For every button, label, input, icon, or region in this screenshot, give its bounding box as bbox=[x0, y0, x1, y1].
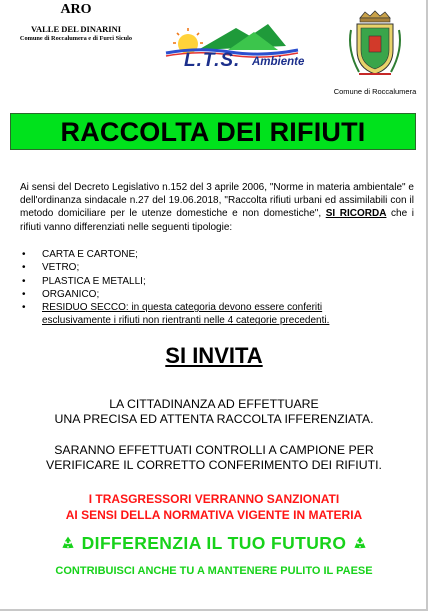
lts-logo-text: L.T.S. bbox=[184, 50, 241, 71]
list-item: • CARTA E CARTONE; bbox=[20, 248, 410, 261]
title-banner bbox=[10, 113, 416, 150]
lts-ambiente-logo bbox=[158, 20, 308, 75]
slogan bbox=[0, 533, 428, 554]
footer-line: CONTRIBUISCI ANCHE TU A MANTENERE PULITO IL PAESE bbox=[55, 565, 373, 577]
intro-text-after: che i rifiuti vanno differenziati nelle seguenti tipologie: bbox=[20, 208, 414, 233]
intro-paragraph bbox=[20, 181, 414, 234]
page-title: RACCOLTA DEI RIFIUTI bbox=[60, 117, 366, 147]
controls-line2: VERIFICARE IL CORRETTO CONFERIMENTO DEI RIFIUTI. bbox=[46, 458, 382, 472]
recycle-icon bbox=[60, 535, 76, 551]
aro-title: ARO bbox=[60, 2, 92, 17]
list-item: • PLASTICA E METALLI; bbox=[20, 275, 410, 288]
controls-line1: SARANNO EFFETTUATI CONTROLLI A CAMPIONE PER bbox=[54, 443, 374, 457]
intro-emphasis: SI RICORDA bbox=[325, 208, 387, 220]
comune-crest bbox=[325, 10, 425, 96]
invite-paragraph bbox=[0, 397, 428, 427]
list-item-residuo bbox=[20, 301, 410, 314]
list-item: • VETRO; bbox=[20, 261, 410, 274]
warning-line1: I TRASGRESSORI VERRANNO SANZIONATI bbox=[88, 492, 340, 506]
list-item: • ORGANICO; bbox=[20, 288, 410, 301]
lts-logo-subtext: Ambiente bbox=[252, 56, 305, 68]
aro-subtitle: VALLE DEL DINARINI bbox=[30, 24, 122, 34]
coat-of-arms-icon bbox=[345, 10, 405, 80]
residuo-line1: RESIDUO SECCO: in questa categoria devono essere conferiti bbox=[42, 302, 323, 314]
slogan-text: DIFFERENZIA IL TUO FUTURO bbox=[81, 533, 347, 553]
aro-header bbox=[6, 2, 146, 43]
invite-heading: SI INVITA bbox=[165, 343, 263, 368]
recycle-icon bbox=[352, 535, 368, 551]
aro-communes: Comune di Roccalumera e di Furci Siculo bbox=[19, 35, 133, 42]
warning-line2: AI SENSI DELLA NORMATIVA VIGENTE IN MATERIA bbox=[65, 508, 363, 522]
residuo-line2: esclusivamente i rifiuti non rientranti nelle 4 categorie precedenti. bbox=[42, 315, 330, 327]
waste-category-list bbox=[20, 248, 410, 328]
invite-line1: LA CITTADINANZA AD EFFETTUARE bbox=[109, 397, 319, 411]
invite-line2: UNA PRECISA ED ATTENTA RACCOLTA IFFERENZIATA. bbox=[54, 412, 374, 426]
intro-text-before: Ai sensi del Decreto Legislativo n.152 del 3 aprile 2006, "Norme in materia ambientale" e dell'ordinanza sindacale n.27 del 19.06.2018, "Raccolta rifiuti urbani ed assimilabili con il metodo domiciliare per le utenze domestiche e non domestiche", bbox=[20, 182, 414, 220]
comune-caption: Comune di Roccalumera bbox=[333, 87, 417, 96]
controls-paragraph bbox=[0, 443, 428, 473]
